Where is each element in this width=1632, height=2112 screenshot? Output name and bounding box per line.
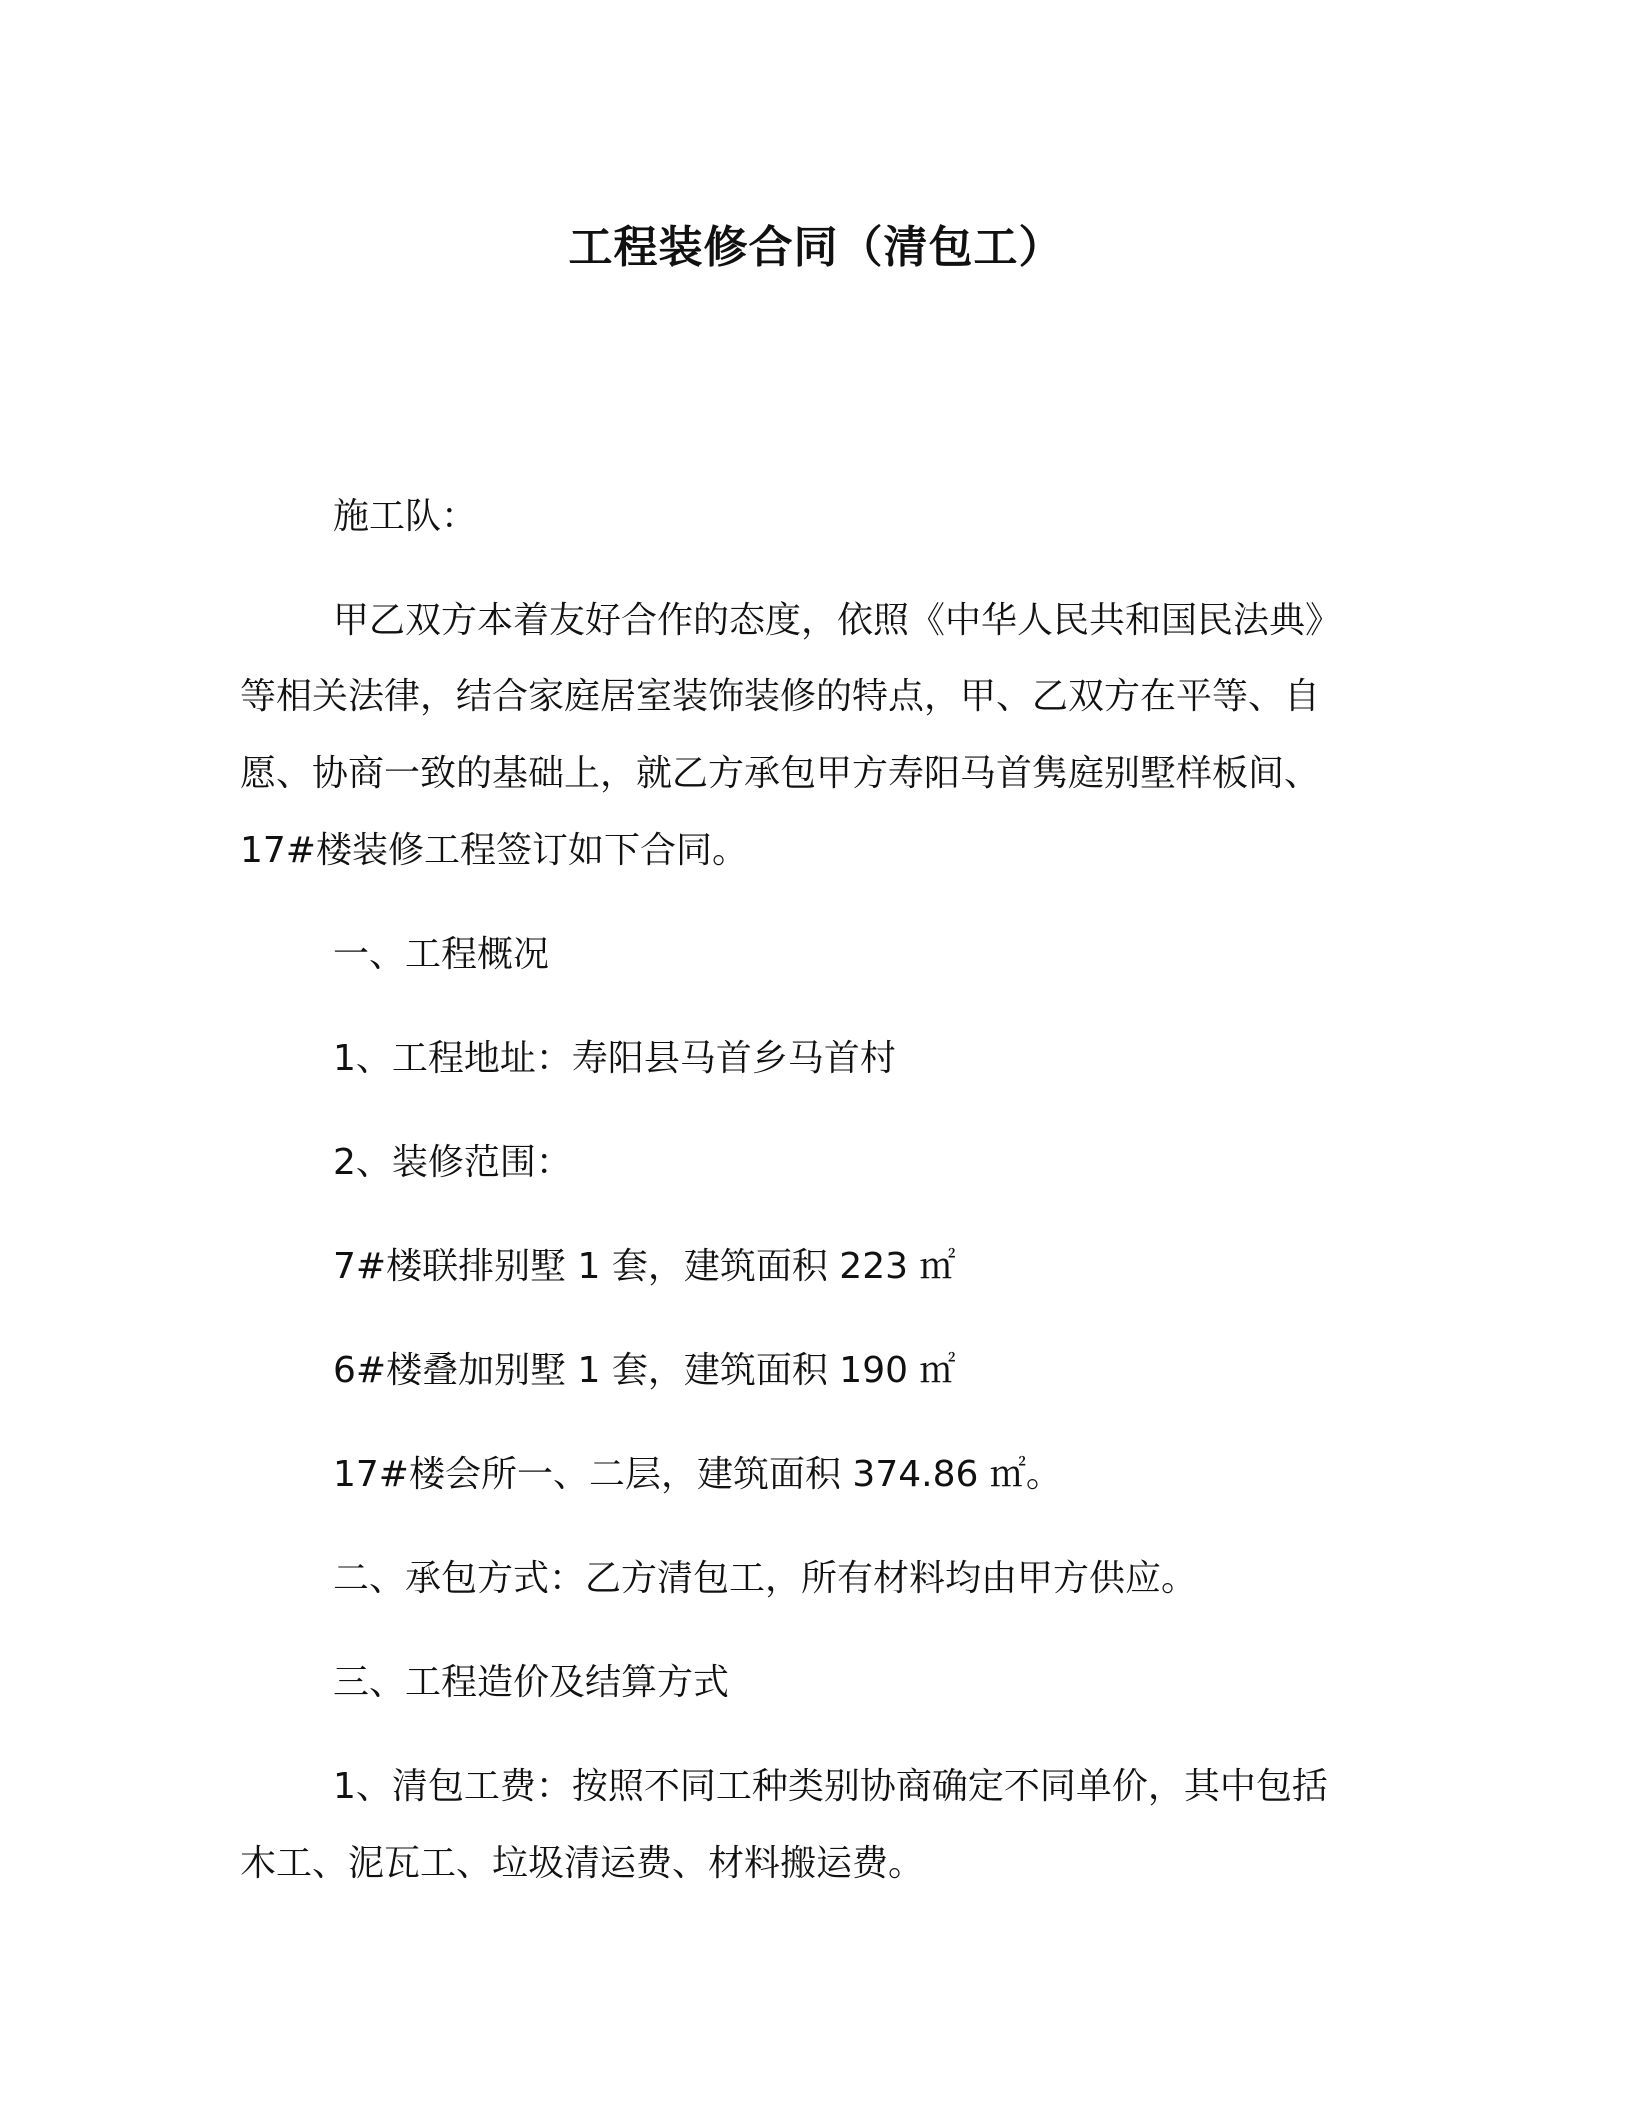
intro-line-2: 等相关法律，结合家庭居室装饰装修的特点，甲、乙双方在平等、自: [240, 676, 1321, 717]
scope-heading: 2、装修范围：: [333, 1142, 572, 1183]
scope-item-3: 17#楼会所一、二层，建筑面积 374.86 ㎡。: [333, 1454, 1062, 1495]
section3-heading: 三、工程造价及结算方式: [333, 1662, 730, 1703]
document-title: 工程装修合同（清包工）: [568, 222, 1064, 273]
fee-line-1: 1、清包工费：按照不同工种类别协商确定不同单价，其中包括: [333, 1766, 1328, 1807]
intro-line-3: 愿、协商一致的基础上，就乙方承包甲方寿阳马首隽庭别墅样板间、: [240, 753, 1321, 794]
section1-heading: 一、工程概况: [333, 934, 550, 975]
intro-line-1: 甲乙双方本着友好合作的态度，依照《中华人民共和国民法典》: [333, 600, 1342, 641]
project-address: 1、工程地址：寿阳县马首乡马首村: [333, 1038, 896, 1079]
party-line: 施工队：: [333, 496, 478, 537]
scope-item-1: 7#楼联排别墅 1 套，建筑面积 223 ㎡: [333, 1246, 956, 1287]
section2-line: 二、承包方式：乙方清包工，所有材料均由甲方供应。: [333, 1558, 1198, 1599]
fee-line-2: 木工、泥瓦工、垃圾清运费、材料搬运费。: [240, 1843, 925, 1884]
scope-item-2: 6#楼叠加别墅 1 套，建筑面积 190 ㎡: [333, 1350, 956, 1391]
intro-line-4: 17#楼装修工程签订如下合同。: [240, 830, 748, 871]
